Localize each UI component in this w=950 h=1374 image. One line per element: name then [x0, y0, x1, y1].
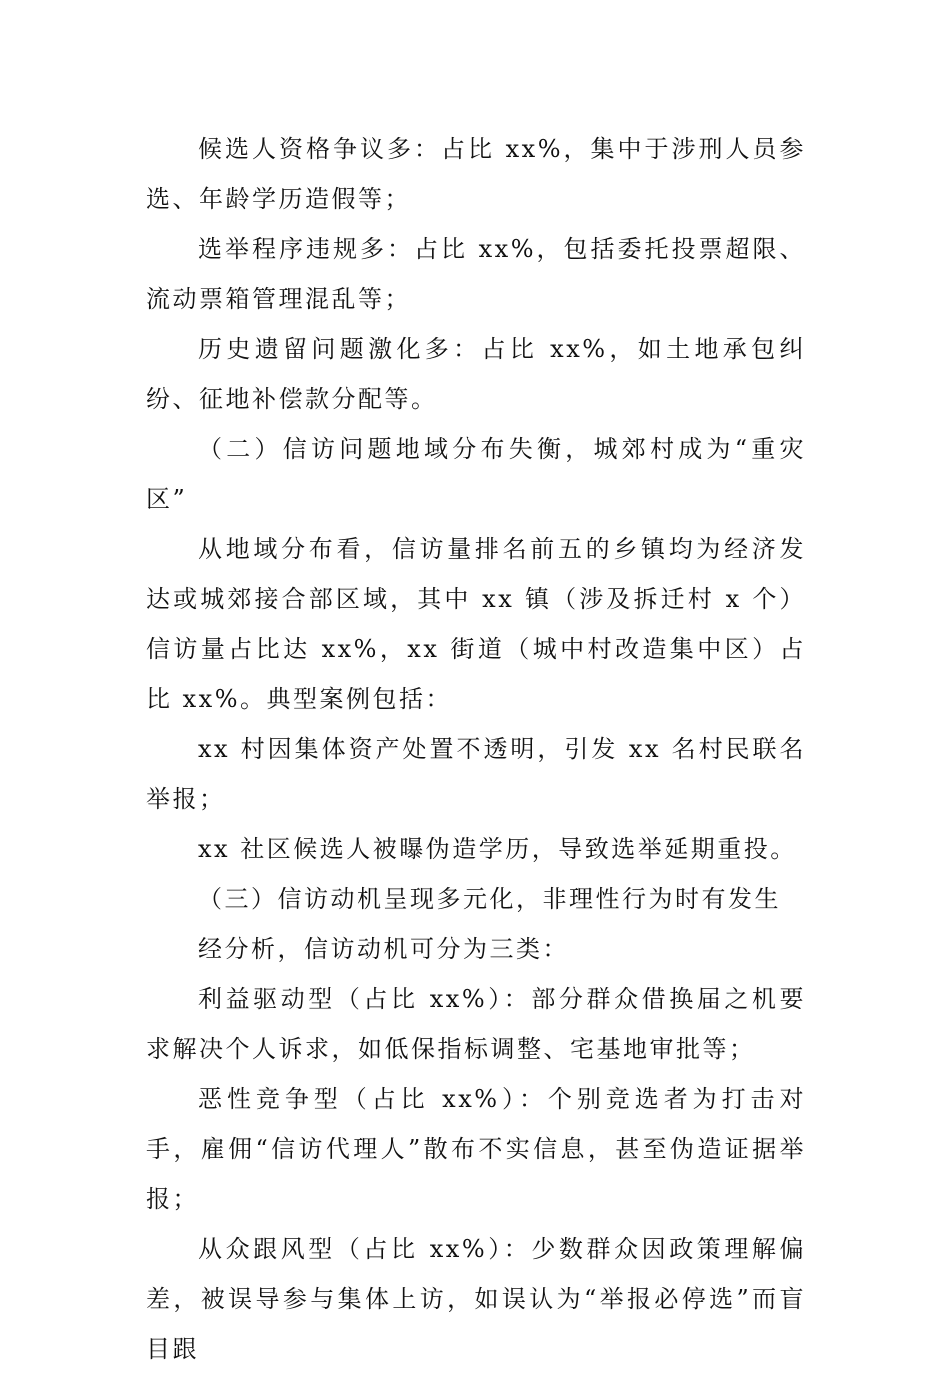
paragraph-historical-issues: 历史遗留问题激化多：占比 xx%，如土地承包纠纷、征地补偿款分配等。	[146, 335, 806, 413]
paragraph-candidate-qualification: 候选人资格争议多：占比 xx%，集中于涉刑人员参选、年龄学历造假等；	[146, 135, 806, 213]
document-body	[146, 124, 806, 1374]
paragraph-case-village: xx 村因集体资产处置不透明，引发 xx 名村民联名举报；	[146, 735, 806, 813]
paragraph-regional-distribution: 从地域分布看，信访量排名前五的乡镇均为经济发达或城郊接合部区域，其中 xx 镇（涉及拆迁村 x 个）信访量占比达 xx%，xx 街道（城中村改造集中区）占比 xx%。典型案例包括：	[146, 535, 806, 713]
paragraph-case-community: xx 社区候选人被曝伪造学历，导致选举延期重投。	[198, 835, 797, 863]
paragraph-election-procedure: 选举程序违规多：占比 xx%，包括委托投票超限、流动票箱管理混乱等；	[146, 235, 806, 313]
section-heading-2: （二）信访问题地域分布失衡，城郊村成为“重灾区”	[146, 435, 806, 513]
section-heading-3: （三）信访动机呈现多元化，非理性行为时有发生	[198, 885, 781, 913]
paragraph-herd-following: 从众跟风型（占比 xx%）：少数群众因政策理解偏差，被误导参与集体上访，如误认为“举报必停选”而盲目跟	[146, 1235, 806, 1363]
paragraph-malicious-competition: 恶性竞争型（占比 xx%）：个别竞选者为打击对手，雇佣“信访代理人”散布不实信息，甚至伪造证据举报；	[146, 1085, 806, 1213]
paragraph-interest-driven: 利益驱动型（占比 xx%）：部分群众借换届之机要求解决个人诉求，如低保指标调整、宅基地审批等；	[146, 985, 806, 1063]
paragraph-motive-intro: 经分析，信访动机可分为三类：	[198, 935, 569, 963]
